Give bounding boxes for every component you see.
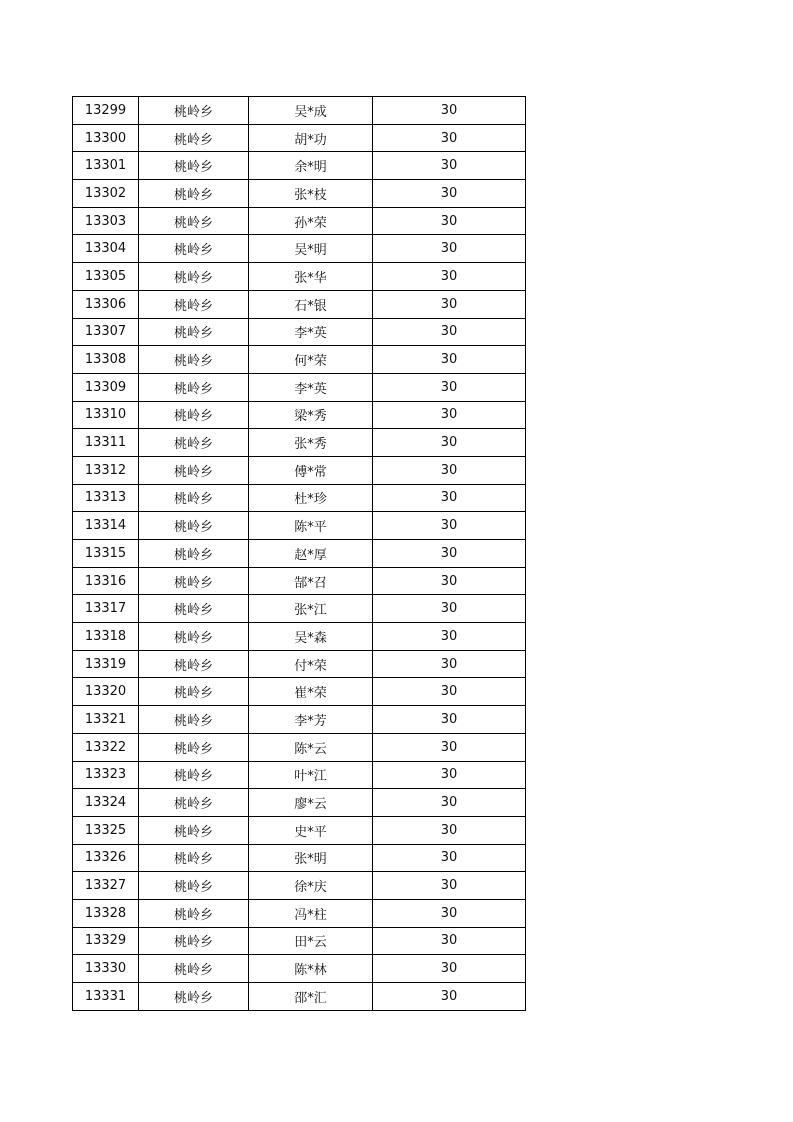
cell-name: 余*明 bbox=[249, 152, 373, 180]
table-row bbox=[73, 789, 526, 817]
cell-township: 桃岭乡 bbox=[139, 263, 249, 291]
cell-amount: 30 bbox=[373, 97, 526, 125]
cell-id: 13324 bbox=[73, 789, 139, 817]
cell-name: 田*云 bbox=[249, 927, 373, 955]
cell-amount: 30 bbox=[373, 595, 526, 623]
table-row bbox=[73, 401, 526, 429]
cell-name: 张*明 bbox=[249, 844, 373, 872]
cell-id: 13304 bbox=[73, 235, 139, 263]
cell-township: 桃岭乡 bbox=[139, 318, 249, 346]
cell-township: 桃岭乡 bbox=[139, 429, 249, 457]
cell-id: 13306 bbox=[73, 290, 139, 318]
cell-amount: 30 bbox=[373, 650, 526, 678]
cell-id: 13316 bbox=[73, 567, 139, 595]
cell-id: 13302 bbox=[73, 180, 139, 208]
table-row bbox=[73, 235, 526, 263]
table-row bbox=[73, 97, 526, 125]
cell-amount: 30 bbox=[373, 983, 526, 1011]
cell-id: 13330 bbox=[73, 955, 139, 983]
cell-name: 史*平 bbox=[249, 816, 373, 844]
cell-id: 13326 bbox=[73, 844, 139, 872]
roster-table bbox=[72, 96, 526, 1011]
cell-amount: 30 bbox=[373, 927, 526, 955]
cell-township: 桃岭乡 bbox=[139, 124, 249, 152]
cell-id: 13320 bbox=[73, 678, 139, 706]
cell-township: 桃岭乡 bbox=[139, 152, 249, 180]
table-row bbox=[73, 456, 526, 484]
cell-id: 13312 bbox=[73, 456, 139, 484]
cell-amount: 30 bbox=[373, 844, 526, 872]
cell-name: 吴*成 bbox=[249, 97, 373, 125]
cell-township: 桃岭乡 bbox=[139, 623, 249, 651]
cell-name: 李*英 bbox=[249, 318, 373, 346]
cell-township: 桃岭乡 bbox=[139, 816, 249, 844]
cell-id: 13323 bbox=[73, 761, 139, 789]
cell-amount: 30 bbox=[373, 706, 526, 734]
cell-name: 陈*林 bbox=[249, 955, 373, 983]
table-row bbox=[73, 872, 526, 900]
cell-amount: 30 bbox=[373, 899, 526, 927]
cell-name: 张*江 bbox=[249, 595, 373, 623]
cell-amount: 30 bbox=[373, 235, 526, 263]
cell-id: 13325 bbox=[73, 816, 139, 844]
cell-township: 桃岭乡 bbox=[139, 540, 249, 568]
cell-id: 13329 bbox=[73, 927, 139, 955]
table-row bbox=[73, 346, 526, 374]
cell-amount: 30 bbox=[373, 180, 526, 208]
cell-id: 13310 bbox=[73, 401, 139, 429]
cell-amount: 30 bbox=[373, 623, 526, 651]
table-row bbox=[73, 844, 526, 872]
table-row bbox=[73, 706, 526, 734]
table-row bbox=[73, 927, 526, 955]
cell-township: 桃岭乡 bbox=[139, 512, 249, 540]
cell-township: 桃岭乡 bbox=[139, 983, 249, 1011]
cell-name: 叶*江 bbox=[249, 761, 373, 789]
table-row bbox=[73, 955, 526, 983]
cell-name: 吴*明 bbox=[249, 235, 373, 263]
table-row bbox=[73, 484, 526, 512]
cell-amount: 30 bbox=[373, 290, 526, 318]
cell-township: 桃岭乡 bbox=[139, 706, 249, 734]
cell-amount: 30 bbox=[373, 512, 526, 540]
cell-township: 桃岭乡 bbox=[139, 567, 249, 595]
cell-township: 桃岭乡 bbox=[139, 678, 249, 706]
cell-name: 李*英 bbox=[249, 373, 373, 401]
cell-amount: 30 bbox=[373, 789, 526, 817]
cell-name: 张*华 bbox=[249, 263, 373, 291]
table-row bbox=[73, 899, 526, 927]
cell-township: 桃岭乡 bbox=[139, 484, 249, 512]
cell-township: 桃岭乡 bbox=[139, 401, 249, 429]
cell-id: 13319 bbox=[73, 650, 139, 678]
cell-amount: 30 bbox=[373, 373, 526, 401]
cell-name: 陈*云 bbox=[249, 733, 373, 761]
table-row bbox=[73, 318, 526, 346]
cell-name: 廖*云 bbox=[249, 789, 373, 817]
table-row bbox=[73, 678, 526, 706]
table-row bbox=[73, 650, 526, 678]
table-row bbox=[73, 816, 526, 844]
cell-id: 13318 bbox=[73, 623, 139, 651]
cell-name: 崔*荣 bbox=[249, 678, 373, 706]
cell-name: 傅*常 bbox=[249, 456, 373, 484]
cell-amount: 30 bbox=[373, 872, 526, 900]
table-row bbox=[73, 983, 526, 1011]
cell-township: 桃岭乡 bbox=[139, 844, 249, 872]
cell-amount: 30 bbox=[373, 484, 526, 512]
cell-amount: 30 bbox=[373, 540, 526, 568]
cell-id: 13317 bbox=[73, 595, 139, 623]
cell-amount: 30 bbox=[373, 124, 526, 152]
cell-id: 13321 bbox=[73, 706, 139, 734]
cell-name: 徐*庆 bbox=[249, 872, 373, 900]
cell-township: 桃岭乡 bbox=[139, 595, 249, 623]
cell-id: 13301 bbox=[73, 152, 139, 180]
cell-amount: 30 bbox=[373, 955, 526, 983]
cell-amount: 30 bbox=[373, 207, 526, 235]
cell-name: 赵*厚 bbox=[249, 540, 373, 568]
cell-name: 张*枝 bbox=[249, 180, 373, 208]
cell-id: 13322 bbox=[73, 733, 139, 761]
cell-name: 李*芳 bbox=[249, 706, 373, 734]
table-row bbox=[73, 540, 526, 568]
cell-id: 13327 bbox=[73, 872, 139, 900]
cell-amount: 30 bbox=[373, 567, 526, 595]
cell-township: 桃岭乡 bbox=[139, 235, 249, 263]
cell-amount: 30 bbox=[373, 263, 526, 291]
table-row bbox=[73, 180, 526, 208]
cell-township: 桃岭乡 bbox=[139, 955, 249, 983]
cell-township: 桃岭乡 bbox=[139, 761, 249, 789]
cell-amount: 30 bbox=[373, 401, 526, 429]
cell-township: 桃岭乡 bbox=[139, 346, 249, 374]
cell-amount: 30 bbox=[373, 429, 526, 457]
cell-id: 13315 bbox=[73, 540, 139, 568]
cell-name: 杜*珍 bbox=[249, 484, 373, 512]
cell-id: 13311 bbox=[73, 429, 139, 457]
cell-id: 13313 bbox=[73, 484, 139, 512]
cell-amount: 30 bbox=[373, 346, 526, 374]
cell-name: 陈*平 bbox=[249, 512, 373, 540]
table-row bbox=[73, 512, 526, 540]
cell-id: 13299 bbox=[73, 97, 139, 125]
cell-amount: 30 bbox=[373, 678, 526, 706]
table-row bbox=[73, 152, 526, 180]
cell-id: 13308 bbox=[73, 346, 139, 374]
cell-id: 13309 bbox=[73, 373, 139, 401]
table-row bbox=[73, 429, 526, 457]
cell-id: 13328 bbox=[73, 899, 139, 927]
cell-name: 梁*秀 bbox=[249, 401, 373, 429]
cell-id: 13303 bbox=[73, 207, 139, 235]
table-row bbox=[73, 761, 526, 789]
cell-amount: 30 bbox=[373, 318, 526, 346]
table-row bbox=[73, 595, 526, 623]
table-row bbox=[73, 373, 526, 401]
document-sheet bbox=[72, 96, 526, 1011]
cell-name: 付*荣 bbox=[249, 650, 373, 678]
cell-township: 桃岭乡 bbox=[139, 872, 249, 900]
cell-amount: 30 bbox=[373, 761, 526, 789]
table-row bbox=[73, 623, 526, 651]
cell-township: 桃岭乡 bbox=[139, 927, 249, 955]
cell-name: 张*秀 bbox=[249, 429, 373, 457]
cell-id: 13300 bbox=[73, 124, 139, 152]
cell-amount: 30 bbox=[373, 733, 526, 761]
table-row bbox=[73, 263, 526, 291]
cell-township: 桃岭乡 bbox=[139, 207, 249, 235]
cell-township: 桃岭乡 bbox=[139, 180, 249, 208]
cell-township: 桃岭乡 bbox=[139, 456, 249, 484]
cell-township: 桃岭乡 bbox=[139, 789, 249, 817]
cell-name: 吴*森 bbox=[249, 623, 373, 651]
cell-name: 孙*荣 bbox=[249, 207, 373, 235]
cell-township: 桃岭乡 bbox=[139, 650, 249, 678]
cell-name: 邵*汇 bbox=[249, 983, 373, 1011]
table-row bbox=[73, 290, 526, 318]
cell-amount: 30 bbox=[373, 816, 526, 844]
cell-amount: 30 bbox=[373, 456, 526, 484]
cell-township: 桃岭乡 bbox=[139, 97, 249, 125]
cell-name: 冯*柱 bbox=[249, 899, 373, 927]
table-row bbox=[73, 567, 526, 595]
cell-name: 郜*召 bbox=[249, 567, 373, 595]
cell-id: 13307 bbox=[73, 318, 139, 346]
cell-township: 桃岭乡 bbox=[139, 899, 249, 927]
cell-name: 何*荣 bbox=[249, 346, 373, 374]
cell-id: 13305 bbox=[73, 263, 139, 291]
cell-township: 桃岭乡 bbox=[139, 373, 249, 401]
cell-name: 胡*功 bbox=[249, 124, 373, 152]
cell-name: 石*银 bbox=[249, 290, 373, 318]
table-row bbox=[73, 207, 526, 235]
cell-amount: 30 bbox=[373, 152, 526, 180]
table-row bbox=[73, 733, 526, 761]
cell-id: 13314 bbox=[73, 512, 139, 540]
cell-township: 桃岭乡 bbox=[139, 733, 249, 761]
cell-id: 13331 bbox=[73, 983, 139, 1011]
table-row bbox=[73, 124, 526, 152]
roster-table-body bbox=[73, 97, 526, 1011]
cell-township: 桃岭乡 bbox=[139, 290, 249, 318]
